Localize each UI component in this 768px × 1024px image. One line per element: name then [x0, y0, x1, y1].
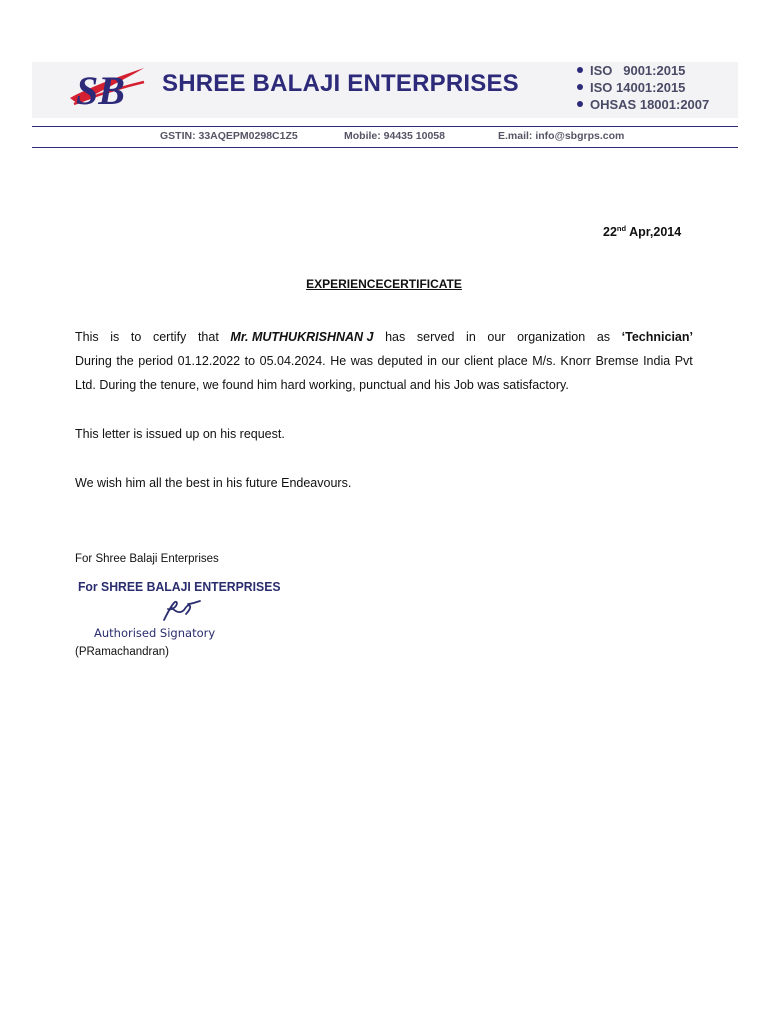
mobile-text: Mobile: 94435 10058: [344, 130, 445, 142]
employee-name: Mr. MUTHUKRISHNAN J: [230, 330, 374, 344]
document-title: EXPERIENCECERTIFICATE: [306, 277, 462, 291]
stamp-role-text: Authorised Signatory: [94, 626, 216, 640]
header-rule-bottom: [32, 147, 738, 148]
body-word: 01.12.2022: [177, 354, 241, 368]
certification-item: OHSAS 18001:2007: [577, 96, 709, 113]
bullet-icon: [577, 67, 583, 73]
body-word: certify: [152, 330, 187, 344]
body-word: period: [138, 354, 174, 368]
bullet-icon: [577, 101, 583, 107]
wishes-paragraph: We wish him all the best in his future Endeavours.: [75, 476, 352, 490]
body-word: to: [130, 330, 142, 344]
body-word: in: [466, 330, 476, 344]
body-word: was: [350, 354, 373, 368]
body-word: organization: [517, 330, 586, 344]
body-word: is: [110, 330, 120, 344]
body-line-2: [75, 354, 693, 368]
company-stamp-signature: [76, 574, 281, 644]
body-word: the: [116, 354, 134, 368]
body-line-3: Ltd. During the tenure, we found him hard working, punctual and his Job was satisfactory.: [75, 378, 569, 392]
body-word: He: [330, 354, 347, 368]
signature-mark: [164, 601, 200, 620]
gstin-text: GSTIN: 33AQEPM0298C1Z5: [160, 130, 298, 142]
body-word: client: [464, 354, 494, 368]
body-word: 05.04.2024.: [259, 354, 326, 368]
for-company-text: For Shree Balaji Enterprises: [75, 553, 219, 565]
certification-list: [577, 62, 709, 113]
body-word: deputed: [377, 354, 423, 368]
body-word: in: [427, 354, 437, 368]
bullet-icon: [577, 84, 583, 90]
body-word: Pvt: [674, 354, 693, 368]
body-word: has: [385, 330, 406, 344]
body-word: our: [441, 354, 460, 368]
body-word: our: [487, 330, 506, 344]
designation-text: ‘Technician’: [621, 330, 693, 344]
company-name: SHREE BALAJI ENTERPRISES: [162, 70, 519, 97]
body-word: Knorr: [560, 354, 591, 368]
signatory-name: (PRamachandran): [75, 646, 169, 658]
body-word: Bremse: [595, 354, 639, 368]
company-logo: [64, 60, 148, 114]
body-word: as: [596, 330, 611, 344]
body-word: to: [244, 354, 256, 368]
body-word: served: [416, 330, 455, 344]
body-line-1: [75, 330, 693, 344]
letter-date: 22nd Apr,2014: [603, 224, 682, 239]
logo-text: SB: [76, 68, 125, 113]
body-word: place: [497, 354, 528, 368]
body-word: that: [197, 330, 219, 344]
body-word: M/s.: [532, 354, 556, 368]
body-word: This: [75, 330, 99, 344]
email-text: E.mail: info@sbgrps.com: [498, 130, 625, 142]
body-word: India: [643, 354, 671, 368]
certification-item: ISO 14001:2015: [577, 79, 709, 96]
certification-item: ISO 9001:2015: [577, 62, 709, 79]
request-paragraph: This letter is issued up on his request.: [75, 427, 285, 441]
body-word: During: [75, 354, 112, 368]
header-rule-top: [32, 126, 738, 127]
stamp-company-text: For SHREE BALAJI ENTERPRISES: [77, 579, 281, 595]
